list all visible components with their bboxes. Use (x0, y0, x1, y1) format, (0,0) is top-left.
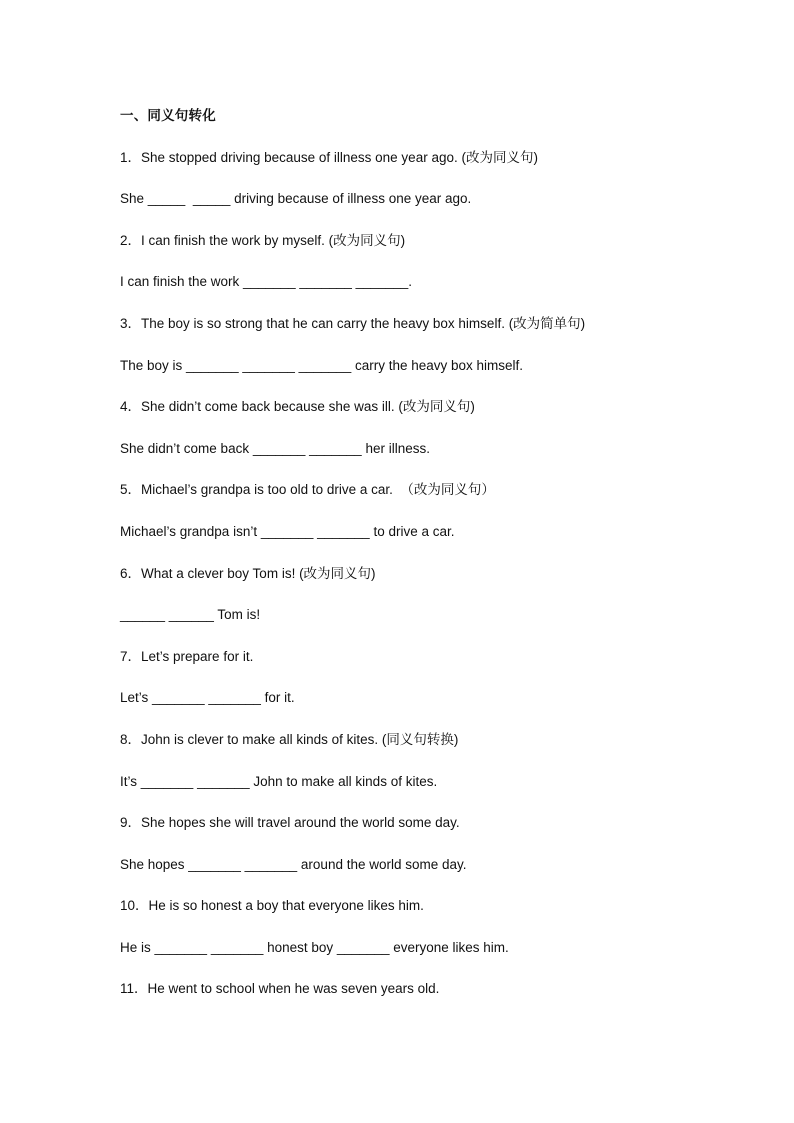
answer-line-3: The boy is _______ _______ _______ carry the heavy box himself. (120, 357, 524, 373)
question-11: 11．He went to school when he was seven years old. (120, 981, 440, 997)
answer-line-4: She didn’t come back _______ _______ her illness. (120, 440, 430, 456)
question-1: 1．She stopped driving because of illness one year ago. (改为同义句) (120, 149, 538, 165)
answer-line-10: He is _______ _______ honest boy _______ everyone likes him. (120, 939, 509, 955)
question-9: 9．She hopes she will travel around the world some day. (120, 815, 460, 831)
answer-line-6: ______ ______ Tom is! (120, 607, 261, 623)
question-6: 6．What a clever boy Tom is! (改为同义句) (120, 565, 376, 581)
answer-line-7: Let’s _______ _______ for it. (120, 690, 295, 706)
answer-line-9: She hopes _______ _______ around the world some day. (120, 856, 467, 872)
question-5: 5．Michael’s grandpa is too old to drive a car. （改为同义句） (120, 482, 495, 498)
question-3: 3．The boy is so strong that he can carry the heavy box himself. (改为简单句) (120, 315, 586, 331)
worksheet-page (120, 106, 680, 1021)
question-8: 8．John is clever to make all kinds of kites. (同义句转换) (120, 731, 459, 747)
question-7: 7．Let’s prepare for it. (120, 648, 254, 664)
answer-line-2: I can finish the work _______ _______ _______. (120, 274, 412, 290)
question-4: 4．She didn’t come back because she was ill. (改为同义句) (120, 399, 475, 415)
answer-line-1: She _____ _____ driving because of illness one year ago. (120, 191, 472, 207)
question-10: 10．He is so honest a boy that everyone likes him. (120, 898, 424, 914)
question-2: 2．I can finish the work by myself. (改为同义句) (120, 232, 406, 248)
answer-line-8: It’s _______ _______ John to make all kinds of kites. (120, 773, 438, 789)
answer-line-5: Michael’s grandpa isn’t _______ _______ to drive a car. (120, 523, 455, 539)
section-title: 一、同义句转化 (120, 108, 216, 123)
